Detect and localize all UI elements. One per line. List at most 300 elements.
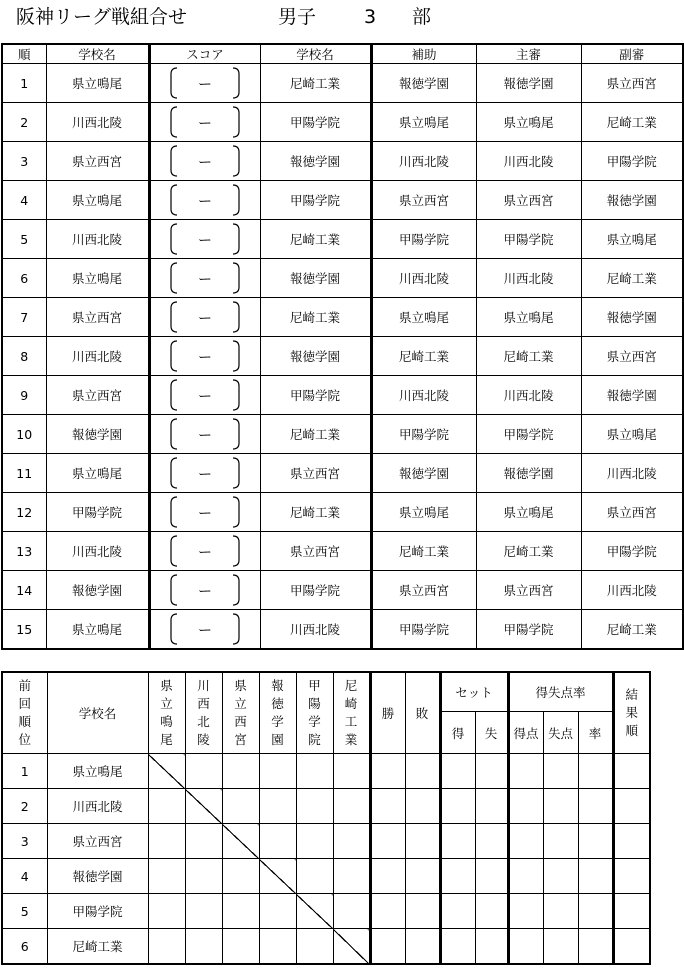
standings-row	[2, 824, 650, 859]
referee-school: 県立鳴尾	[476, 103, 581, 142]
score-cell[interactable]	[149, 415, 260, 454]
wins-cell[interactable]	[370, 789, 405, 824]
points-lost-cell[interactable]	[543, 929, 578, 965]
score-separator: ー	[198, 194, 212, 210]
standings-school: 尼崎工業	[47, 929, 148, 965]
score-cell[interactable]	[149, 298, 260, 337]
sub-referee-school: 川西北陵	[581, 454, 683, 493]
away-school: 尼崎工業	[260, 415, 371, 454]
diagonal-cell	[333, 929, 370, 965]
referee-school: 県立西宮	[476, 571, 581, 610]
points-won-cell[interactable]	[508, 929, 543, 965]
points-header: 得失点率	[508, 672, 613, 712]
losses-cell[interactable]	[405, 824, 440, 859]
assist-school: 県立鳴尾	[371, 298, 476, 337]
score-brackets-icon	[169, 573, 241, 607]
result-cell[interactable]	[259, 789, 296, 824]
standings-school: 報徳学園	[47, 859, 148, 894]
match-number: 5	[2, 220, 46, 259]
match-number: 6	[2, 259, 46, 298]
header-char: 県	[234, 678, 247, 693]
score-brackets-icon	[169, 66, 241, 100]
away-school: 甲陽学院	[260, 103, 371, 142]
score-brackets-icon	[169, 534, 241, 568]
result-cell[interactable]	[333, 859, 370, 894]
score-box	[151, 220, 260, 258]
schedule-table	[1, 43, 684, 650]
score-box	[151, 298, 260, 336]
prev-rank: 4	[2, 859, 47, 894]
header-char: 陵	[197, 732, 210, 747]
result-cell[interactable]	[259, 894, 296, 929]
schedule-header-3: 学校名	[260, 44, 371, 64]
result-cell[interactable]	[148, 929, 185, 965]
match-number: 2	[2, 103, 46, 142]
diagonal-cell	[222, 824, 259, 859]
score-separator: ー	[198, 623, 212, 639]
result-cell[interactable]	[185, 824, 222, 859]
losses-cell[interactable]	[405, 789, 440, 824]
schedule-row	[2, 337, 683, 376]
header-char: 尼	[344, 678, 358, 693]
schedule-row	[2, 181, 683, 220]
wins-cell[interactable]	[370, 929, 405, 965]
result-cell[interactable]	[222, 859, 259, 894]
home-school: 川西北陵	[46, 220, 149, 259]
points-lost-cell[interactable]	[543, 894, 578, 929]
header-char: 順	[18, 714, 31, 729]
final-rank-cell[interactable]	[613, 894, 650, 929]
schedule-header-4: 補助	[371, 44, 476, 64]
wins-cell[interactable]	[370, 894, 405, 929]
schedule-row	[2, 220, 683, 259]
set-loss-header: 失	[475, 712, 508, 754]
title-division: 男子	[278, 6, 317, 28]
score-cell[interactable]	[149, 610, 260, 650]
score-separator: ー	[198, 116, 212, 132]
score-box	[151, 103, 260, 141]
sets-won-cell[interactable]	[440, 789, 475, 824]
away-school: 報徳学園	[260, 337, 371, 376]
score-brackets-icon	[169, 183, 241, 217]
points-won-cell[interactable]	[508, 894, 543, 929]
away-school: 甲陽学院	[260, 181, 371, 220]
away-school: 尼崎工業	[260, 298, 371, 337]
sets-lost-cell[interactable]	[475, 754, 508, 789]
sets-won-cell[interactable]	[440, 894, 475, 929]
assist-school: 県立西宮	[371, 181, 476, 220]
opponent-header	[333, 672, 370, 754]
result-cell[interactable]	[333, 824, 370, 859]
referee-school: 甲陽学院	[476, 415, 581, 454]
header-char: 立	[234, 696, 247, 711]
home-school: 県立鳴尾	[46, 181, 149, 220]
points-won-cell[interactable]	[508, 754, 543, 789]
wins-cell[interactable]	[370, 824, 405, 859]
sub-referee-school: 報徳学園	[581, 181, 683, 220]
score-cell[interactable]	[149, 220, 260, 259]
sets-lost-cell[interactable]	[475, 789, 508, 824]
score-cell[interactable]	[149, 493, 260, 532]
sets-lost-cell[interactable]	[475, 894, 508, 929]
standings-row	[2, 859, 650, 894]
assist-school: 甲陽学院	[371, 415, 476, 454]
schedule-row	[2, 454, 683, 493]
header-char: 学	[271, 714, 284, 729]
header-char: 工	[344, 714, 358, 729]
score-separator: ー	[198, 272, 212, 288]
sets-won-cell[interactable]	[440, 859, 475, 894]
match-number: 1	[2, 64, 46, 103]
home-school: 甲陽学院	[46, 493, 149, 532]
result-cell[interactable]	[296, 929, 333, 965]
result-cell[interactable]	[259, 754, 296, 789]
opponent-header	[185, 672, 222, 754]
diagonal-cell	[185, 789, 222, 824]
schedule-row	[2, 532, 683, 571]
score-brackets-icon	[169, 105, 241, 139]
opponent-header	[148, 672, 185, 754]
header-char: 北	[197, 714, 210, 729]
score-brackets-icon	[169, 261, 241, 295]
score-separator: ー	[198, 428, 212, 444]
score-box	[151, 415, 260, 453]
standings-row	[2, 894, 650, 929]
assist-school: 県立鳴尾	[371, 493, 476, 532]
schedule-row	[2, 493, 683, 532]
opponent-header	[259, 672, 296, 754]
result-cell[interactable]	[296, 824, 333, 859]
result-cell[interactable]	[148, 894, 185, 929]
schedule-row	[2, 259, 683, 298]
score-cell[interactable]	[149, 142, 260, 181]
header-char: 崎	[344, 696, 358, 711]
final-rank-cell[interactable]	[613, 929, 650, 965]
sets-lost-cell[interactable]	[475, 859, 508, 894]
score-separator: ー	[198, 155, 212, 171]
result-header	[613, 672, 650, 754]
sets-lost-cell[interactable]	[475, 824, 508, 859]
assist-school: 川西北陵	[371, 142, 476, 181]
score-cell[interactable]	[149, 337, 260, 376]
header-char: 結	[625, 687, 639, 702]
prev-rank: 5	[2, 894, 47, 929]
points-gain-header: 得点	[508, 712, 543, 754]
header-char: 果	[625, 705, 639, 720]
score-separator: ー	[198, 545, 212, 561]
score-box	[151, 532, 260, 570]
schedule-header-2: スコア	[149, 44, 260, 64]
result-cell[interactable]	[296, 754, 333, 789]
schedule-row	[2, 376, 683, 415]
result-cell[interactable]	[333, 789, 370, 824]
final-rank-cell[interactable]	[613, 824, 650, 859]
points-rate-header: 率	[578, 712, 613, 754]
away-school: 甲陽学院	[260, 571, 371, 610]
home-school: 県立西宮	[46, 142, 149, 181]
assist-school: 県立西宮	[371, 571, 476, 610]
home-school: 県立鳴尾	[46, 610, 149, 650]
wins-cell[interactable]	[370, 754, 405, 789]
header-char: 前	[18, 678, 31, 693]
final-rank-cell[interactable]	[613, 789, 650, 824]
score-box	[151, 493, 260, 531]
home-school: 県立鳴尾	[46, 454, 149, 493]
points-rate-cell[interactable]	[578, 894, 613, 929]
score-box	[151, 610, 260, 648]
score-box	[151, 376, 260, 414]
result-cell[interactable]	[185, 894, 222, 929]
header-char: 回	[18, 696, 31, 711]
result-cell[interactable]	[222, 754, 259, 789]
header-char: 鳴	[160, 714, 173, 729]
result-cell[interactable]	[185, 929, 222, 965]
score-box	[151, 337, 260, 375]
header-char: 園	[271, 732, 284, 747]
referee-school: 甲陽学院	[476, 610, 581, 650]
assist-school: 県立鳴尾	[371, 103, 476, 142]
result-cell[interactable]	[296, 789, 333, 824]
schedule-row	[2, 298, 683, 337]
points-won-cell[interactable]	[508, 824, 543, 859]
standings-school: 川西北陵	[47, 789, 148, 824]
prev-rank: 3	[2, 824, 47, 859]
header-char: 立	[160, 696, 173, 711]
assist-school: 報徳学園	[371, 454, 476, 493]
score-brackets-icon	[169, 222, 241, 256]
schedule-row	[2, 610, 683, 650]
sub-referee-school: 川西北陵	[581, 571, 683, 610]
schedule-header-1: 学校名	[46, 44, 149, 64]
score-cell[interactable]	[149, 571, 260, 610]
title-number: 3	[364, 6, 377, 28]
score-brackets-icon	[169, 417, 241, 451]
result-cell[interactable]	[333, 894, 370, 929]
match-number: 14	[2, 571, 46, 610]
diagonal-cell	[148, 754, 185, 789]
result-cell[interactable]	[333, 754, 370, 789]
assist-school: 甲陽学院	[371, 220, 476, 259]
match-number: 13	[2, 532, 46, 571]
sets-won-cell[interactable]	[440, 754, 475, 789]
sets-won-cell[interactable]	[440, 929, 475, 965]
away-school: 尼崎工業	[260, 220, 371, 259]
score-separator: ー	[198, 311, 212, 327]
result-cell[interactable]	[222, 894, 259, 929]
match-number: 8	[2, 337, 46, 376]
set-header: セット	[440, 672, 508, 712]
score-box	[151, 142, 260, 180]
score-separator: ー	[198, 584, 212, 600]
standings-school: 県立鳴尾	[47, 754, 148, 789]
score-cell[interactable]	[149, 181, 260, 220]
referee-school: 尼崎工業	[476, 532, 581, 571]
page-title	[0, 4, 684, 34]
points-lost-cell[interactable]	[543, 824, 578, 859]
sub-referee-school: 尼崎工業	[581, 103, 683, 142]
standings-row	[2, 929, 650, 965]
score-brackets-icon	[169, 339, 241, 373]
away-school: 尼崎工業	[260, 64, 371, 103]
header-char: 西	[197, 696, 210, 711]
points-lost-cell[interactable]	[543, 859, 578, 894]
score-brackets-icon	[169, 144, 241, 178]
schedule-header-0: 順	[2, 44, 46, 64]
score-cell[interactable]	[149, 532, 260, 571]
header-char: 西	[234, 714, 247, 729]
referee-school: 川西北陵	[476, 376, 581, 415]
sub-referee-school: 尼崎工業	[581, 259, 683, 298]
diagonal-cell	[296, 894, 333, 929]
schedule-header-6: 副審	[581, 44, 683, 64]
score-box	[151, 64, 260, 102]
win-header: 勝	[370, 672, 405, 754]
schedule-row	[2, 103, 683, 142]
standings-school: 甲陽学院	[47, 894, 148, 929]
assist-school: 川西北陵	[371, 376, 476, 415]
header-char: 徳	[271, 696, 284, 711]
sub-referee-school: 尼崎工業	[581, 610, 683, 650]
away-school: 尼崎工業	[260, 493, 371, 532]
points-rate-cell[interactable]	[578, 789, 613, 824]
sub-referee-school: 県立西宮	[581, 64, 683, 103]
score-cell[interactable]	[149, 259, 260, 298]
result-cell[interactable]	[148, 789, 185, 824]
standings-header-row	[2, 672, 650, 712]
schedule-row	[2, 571, 683, 610]
result-cell[interactable]	[222, 789, 259, 824]
home-school: 県立西宮	[46, 376, 149, 415]
sub-referee-school: 県立西宮	[581, 337, 683, 376]
title-main: 阪神リーグ戦組合せ	[16, 6, 188, 28]
referee-school: 県立西宮	[476, 181, 581, 220]
score-separator: ー	[198, 233, 212, 249]
referee-school: 県立鳴尾	[476, 298, 581, 337]
home-school: 報徳学園	[46, 571, 149, 610]
points-rate-cell[interactable]	[578, 754, 613, 789]
header-char: 順	[625, 723, 639, 738]
losses-cell[interactable]	[405, 859, 440, 894]
score-brackets-icon	[169, 378, 241, 412]
score-box	[151, 454, 260, 492]
referee-school: 報徳学園	[476, 454, 581, 493]
sub-referee-school: 県立鳴尾	[581, 220, 683, 259]
opponent-header	[296, 672, 333, 754]
points-lost-cell[interactable]	[543, 754, 578, 789]
assist-school: 尼崎工業	[371, 337, 476, 376]
referee-school: 報徳学園	[476, 64, 581, 103]
final-rank-cell[interactable]	[613, 754, 650, 789]
home-school: 川西北陵	[46, 532, 149, 571]
points-loss-header: 失点	[543, 712, 578, 754]
result-cell[interactable]	[148, 859, 185, 894]
header-char: 川	[197, 678, 210, 693]
score-brackets-icon	[169, 300, 241, 334]
header-char: 院	[308, 732, 321, 747]
header-char: 報	[271, 678, 284, 693]
referee-school: 川西北陵	[476, 142, 581, 181]
opponent-header	[222, 672, 259, 754]
losses-cell[interactable]	[405, 894, 440, 929]
home-school: 川西北陵	[46, 337, 149, 376]
result-cell[interactable]	[148, 824, 185, 859]
away-school: 県立西宮	[260, 454, 371, 493]
schedule-row	[2, 415, 683, 454]
sub-referee-school: 甲陽学院	[581, 142, 683, 181]
header-char: 学	[308, 714, 321, 729]
points-rate-cell[interactable]	[578, 859, 613, 894]
result-cell[interactable]	[185, 754, 222, 789]
score-separator: ー	[198, 350, 212, 366]
match-number: 11	[2, 454, 46, 493]
sets-won-cell[interactable]	[440, 824, 475, 859]
home-school: 県立鳴尾	[46, 64, 149, 103]
score-box	[151, 571, 260, 609]
score-cell[interactable]	[149, 454, 260, 493]
assist-school: 尼崎工業	[371, 532, 476, 571]
loss-header: 敗	[405, 672, 440, 754]
losses-cell[interactable]	[405, 754, 440, 789]
away-school: 川西北陵	[260, 610, 371, 650]
score-separator: ー	[198, 77, 212, 93]
match-number: 7	[2, 298, 46, 337]
away-school: 報徳学園	[260, 142, 371, 181]
header-char: 業	[344, 732, 358, 747]
points-lost-cell[interactable]	[543, 789, 578, 824]
final-rank-cell[interactable]	[613, 859, 650, 894]
prev-rank-header	[2, 672, 47, 754]
home-school: 県立西宮	[46, 298, 149, 337]
home-school: 報徳学園	[46, 415, 149, 454]
score-separator: ー	[198, 467, 212, 483]
result-cell[interactable]	[259, 929, 296, 965]
schedule-row	[2, 64, 683, 103]
points-won-cell[interactable]	[508, 789, 543, 824]
points-rate-cell[interactable]	[578, 824, 613, 859]
match-number: 10	[2, 415, 46, 454]
score-brackets-icon	[169, 612, 241, 646]
sub-referee-school: 甲陽学院	[581, 532, 683, 571]
schedule-header-5: 主審	[476, 44, 581, 64]
wins-cell[interactable]	[370, 859, 405, 894]
points-won-cell[interactable]	[508, 859, 543, 894]
result-cell[interactable]	[185, 859, 222, 894]
score-brackets-icon	[169, 456, 241, 490]
result-cell[interactable]	[259, 824, 296, 859]
score-cell[interactable]	[149, 376, 260, 415]
home-school: 川西北陵	[46, 103, 149, 142]
match-number: 12	[2, 493, 46, 532]
result-cell[interactable]	[222, 929, 259, 965]
result-cell[interactable]	[296, 859, 333, 894]
header-char: 陽	[308, 696, 321, 711]
diagonal-cell	[259, 859, 296, 894]
points-rate-cell[interactable]	[578, 929, 613, 965]
assist-school: 甲陽学院	[371, 610, 476, 650]
losses-cell[interactable]	[405, 929, 440, 965]
standings-row	[2, 754, 650, 789]
sets-lost-cell[interactable]	[475, 929, 508, 965]
score-cell[interactable]	[149, 103, 260, 142]
score-separator: ー	[198, 389, 212, 405]
score-cell[interactable]	[149, 64, 260, 103]
schedule-header-row	[2, 44, 683, 64]
schedule-row	[2, 142, 683, 181]
home-school: 県立鳴尾	[46, 259, 149, 298]
match-number: 4	[2, 181, 46, 220]
match-number: 3	[2, 142, 46, 181]
header-char: 甲	[308, 678, 321, 693]
